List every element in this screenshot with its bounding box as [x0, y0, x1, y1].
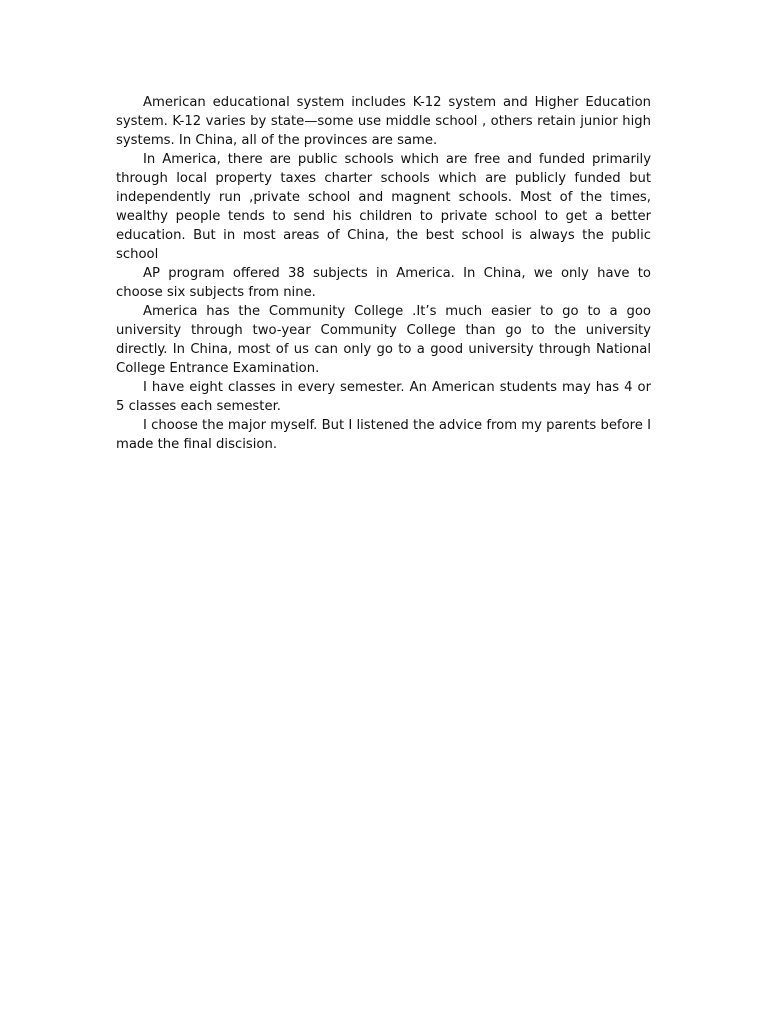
paragraph-ap-program: AP program offered 38 subjects in America. In China, we only have to choose six subjects from nine.: [116, 266, 651, 300]
paragraph-education-systems: American educational system includes K-12 system and Higher Education system. K-12 varies by state—some use middle school , others retain junior high systems. In China, all of the provinces are same.: [116, 95, 651, 148]
paragraph-classes-per-semester: I have eight classes in every semester. An American students may has 4 or 5 classes each semester.: [116, 380, 651, 414]
paragraph-community-college: America has the Community College .It’s much easier to go to a goo university through two-year Community College than go to the university directly. In China, most of us can only go to a good university through National College Entrance Examination.: [116, 304, 651, 376]
paragraph-choosing-major: I choose the major myself. But I listened the advice from my parents before I made the final discision.: [116, 418, 651, 452]
document-body: [116, 93, 651, 454]
paragraph-school-types: In America, there are public schools which are free and funded primarily through local property taxes charter schools which are publicly funded but independently run ,private school and magnent schools. Most of the times, wealthy people tends to send his children to private school to get a better education. But in most areas of China, the best school is always the public school: [116, 152, 651, 262]
